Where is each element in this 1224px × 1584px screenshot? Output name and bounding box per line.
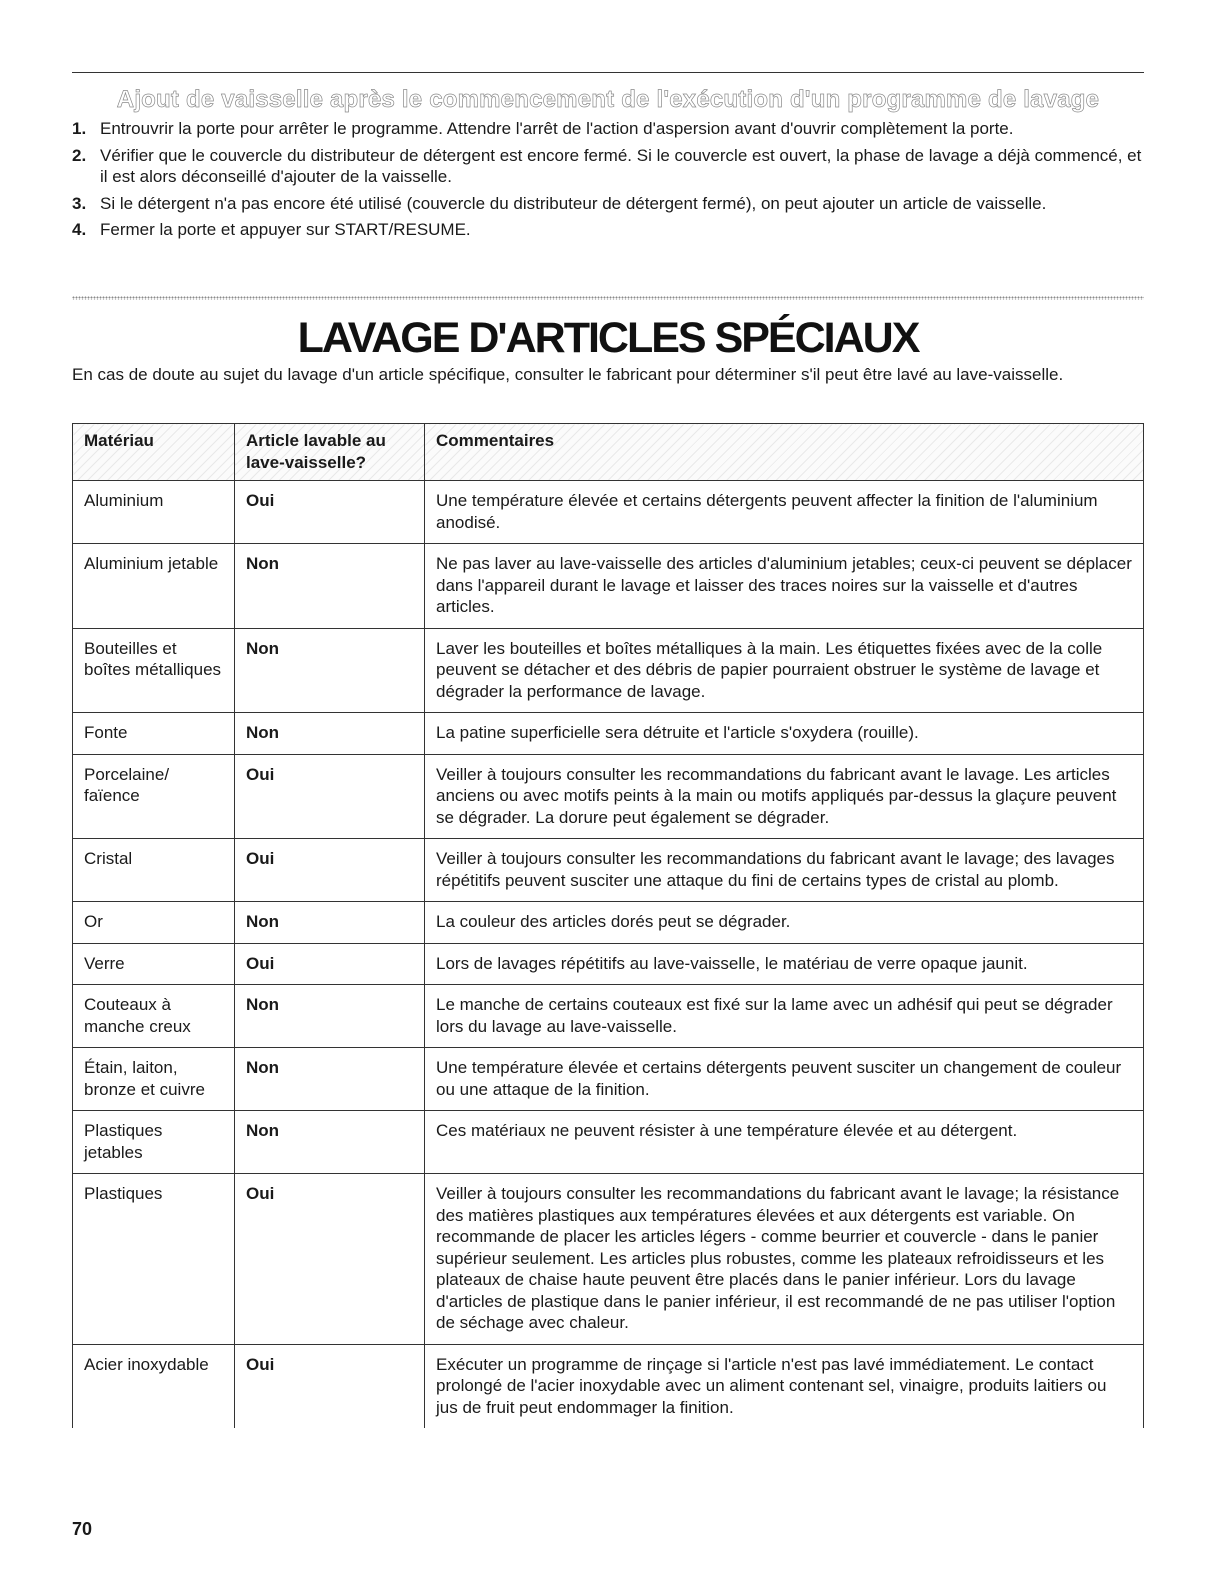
- section-heading: Ajout de vaisselle après le commencement de l'exécution d'un programme de lavage: [116, 86, 1100, 113]
- comment-cell: La couleur des articles dorés peut se dégrader.: [425, 902, 1144, 944]
- step-item: [72, 118, 1144, 140]
- table-row: [73, 985, 1144, 1048]
- table-row: [73, 544, 1144, 629]
- step-text: Entrouvrir la porte pour arrêter le programme. Attendre l'arrêt de l'action d'aspersion avant d'ouvrir complètement la porte.: [100, 119, 1014, 138]
- table-row: [73, 1174, 1144, 1345]
- table-row: [73, 754, 1144, 839]
- safe-cell: Non: [235, 902, 425, 944]
- safe-cell: Non: [235, 628, 425, 713]
- comment-cell: Laver les bouteilles et boîtes métalliques à la main. Les étiquettes fixées avec de la colle peuvent se détacher et des débris de papier pourraient obstruer le système de lavage et dégrader la performance de lavage.: [425, 628, 1144, 713]
- material-cell: Fonte: [73, 713, 235, 755]
- comment-cell: Une température élevée et certains détergents peuvent affecter la finition de l'aluminium anodisé.: [425, 481, 1144, 544]
- page-number: 70: [72, 1519, 93, 1539]
- table-row: [73, 839, 1144, 902]
- table-row: [73, 902, 1144, 944]
- step-item: [72, 193, 1144, 215]
- safe-cell: Oui: [235, 481, 425, 544]
- comment-cell: La patine superficielle sera détruite et l'article s'oxydera (rouille).: [425, 713, 1144, 755]
- material-cell: Bouteilles et boîtes métalliques: [73, 628, 235, 713]
- header-comments: Commentaires: [425, 424, 1144, 481]
- table-row: [73, 481, 1144, 544]
- step-text: Si le détergent n'a pas encore été utilisé (couvercle du distributeur de détergent fermé), on peut ajouter un article de vaisselle.: [100, 193, 1047, 213]
- table-row: [73, 628, 1144, 713]
- dotted-divider: [72, 296, 1144, 300]
- table-row: [73, 1344, 1144, 1428]
- step-number: 2.: [72, 145, 87, 165]
- step-text: Vérifier que le couvercle du distributeur de détergent est encore fermé. Si le couvercle est ouvert, la phase de lavage a déjà commencé, et il est alors déconseillé d'ajouter de la vaisselle.: [100, 145, 1142, 186]
- page-title: LAVAGE D'ARTICLES SPÉCIAUX: [297, 314, 919, 362]
- comment-cell: Veiller à toujours consulter les recommandations du fabricant avant le lavage; la résistance des matières plastiques aux températures élevées et aux détergents est variable. On recommande de placer les articles légers - comme beurrier et couvercle - dans le panier supérieur seulement. Les articles plus robustes, comme les plateaux refroidisseurs et les plateaux de chaise haute peuvent être placés dans le panier inférieur. Lors du lavage d'articles de plastique dans le panier inférieur, il est recommandé de ne pas utiliser l'option de séchage avec chaleur.: [425, 1174, 1144, 1345]
- safe-cell: Non: [235, 544, 425, 629]
- material-cell: Couteaux à manche creux: [73, 985, 235, 1048]
- top-divider: [72, 72, 1144, 73]
- safe-cell: Non: [235, 713, 425, 755]
- material-cell: Acier inoxydable: [73, 1344, 235, 1428]
- step-number: 4.: [72, 220, 87, 239]
- material-cell: Cristal: [73, 839, 235, 902]
- material-cell: Plastiques jetables: [73, 1111, 235, 1174]
- safe-cell: Oui: [235, 754, 425, 839]
- safe-cell: Non: [235, 1111, 425, 1174]
- material-cell: Or: [73, 902, 235, 944]
- safe-cell: Oui: [235, 1174, 425, 1345]
- safe-cell: Non: [235, 1048, 425, 1111]
- material-cell: Aluminium jetable: [73, 544, 235, 629]
- table-row: [73, 943, 1144, 985]
- table-row: [73, 1111, 1144, 1174]
- step-item: [72, 145, 1144, 188]
- comment-cell: Ces matériaux ne peuvent résister à une température élevée et au détergent.: [425, 1111, 1144, 1174]
- material-cell: Étain, laiton, bronze et cuivre: [73, 1048, 235, 1111]
- intro-paragraph: En cas de doute au sujet du lavage d'un article spécifique, consulter le fabricant pour déterminer s'il peut être lavé au lave-vaisselle.: [72, 365, 1064, 384]
- comment-cell: Une température élevée et certains détergents peuvent susciter un changement de couleur ou une attaque de la finition.: [425, 1048, 1144, 1111]
- material-cell: Porcelaine/ faïence: [73, 754, 235, 839]
- comment-cell: Veiller à toujours consulter les recommandations du fabricant avant le lavage; des lavages répétitifs peuvent susciter une attaque du fini de certains types de cristal au plomb.: [425, 839, 1144, 902]
- material-cell: Verre: [73, 943, 235, 985]
- table-row: [73, 713, 1144, 755]
- safe-cell: Oui: [235, 1344, 425, 1428]
- safe-cell: Oui: [235, 943, 425, 985]
- step-number: 1.: [72, 119, 87, 138]
- comment-cell: Lors de lavages répétitifs au lave-vaisselle, le matériau de verre opaque jaunit.: [425, 943, 1144, 985]
- safe-cell: Non: [235, 985, 425, 1048]
- table-row: [73, 1048, 1144, 1111]
- table-header-row: [73, 424, 1144, 481]
- safe-cell: Oui: [235, 839, 425, 902]
- material-cell: Aluminium: [73, 481, 235, 544]
- header-material: Matériau: [73, 424, 235, 481]
- step-number: 3.: [72, 193, 87, 213]
- material-cell: Plastiques: [73, 1174, 235, 1345]
- instruction-steps: [72, 118, 1144, 246]
- step-item: [72, 219, 1144, 241]
- comment-cell: Veiller à toujours consulter les recommandations du fabricant avant le lavage. Les articles anciens ou avec motifs peints à la main ou motifs appliqués par-dessus la glaçure peuvent se dégrader. La dorure peut également se dégrader.: [425, 754, 1144, 839]
- comment-cell: Exécuter un programme de rinçage si l'article n'est pas lavé immédiatement. Le contact prolongé de l'acier inoxydable avec un aliment contenant sel, vinaigre, produits laitiers ou jus de fruit peut endommager la finition.: [425, 1344, 1144, 1428]
- comment-cell: Le manche de certains couteaux est fixé sur la lame avec un adhésif qui peut se dégrader lors du lavage au lave-vaisselle.: [425, 985, 1144, 1048]
- step-text: Fermer la porte et appuyer sur START/RESUME.: [100, 220, 471, 239]
- comment-cell: Ne pas laver au lave-vaisselle des articles d'aluminium jetables; ceux-ci peuvent se déplacer dans l'appareil durant le lavage et laisser des traces noires sur la vaisselle et d'autres articles.: [425, 544, 1144, 629]
- materials-table: [72, 423, 1144, 1428]
- header-dishwasher-safe: Article lavable au lave-vaisselle?: [235, 424, 425, 481]
